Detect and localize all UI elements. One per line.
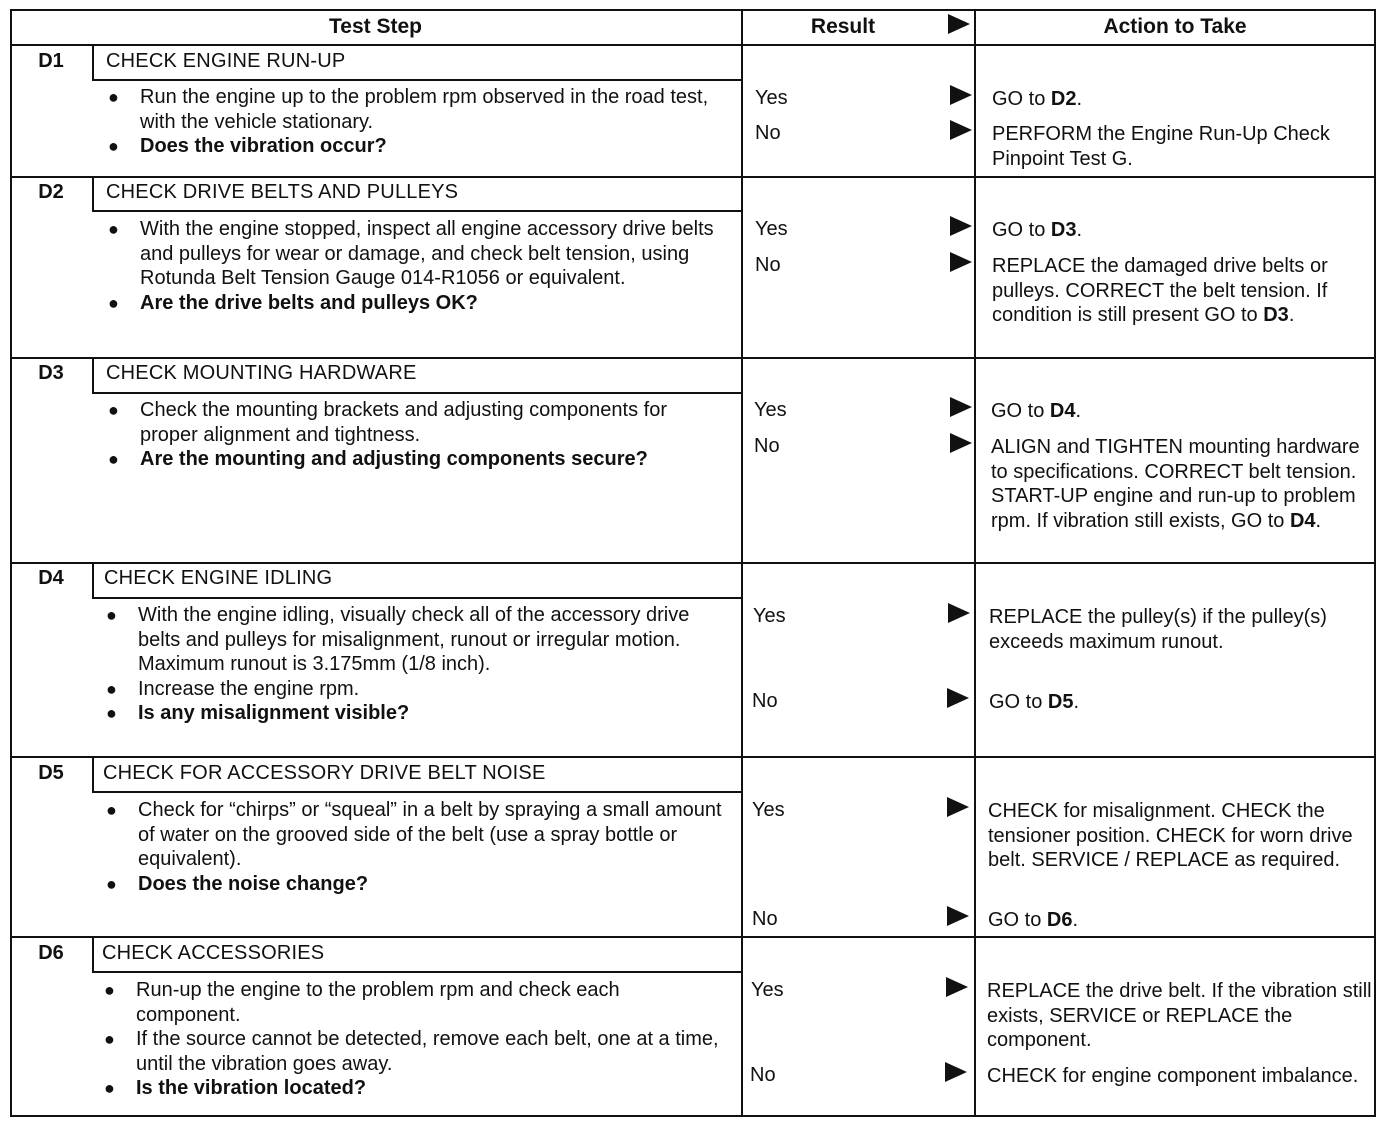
step-id-d4: D4 xyxy=(38,567,64,589)
header-result: Result xyxy=(810,15,876,38)
arrow-icon xyxy=(950,397,972,417)
instruction: Check for “chirps” or “squeal” in a belt by spraying a small amount of water on the grooved side of the belt (use a spray bottle or equivalent). xyxy=(138,799,722,870)
arrow-icon xyxy=(950,120,972,140)
result-no: No xyxy=(755,254,781,276)
step-title-d5: CHECK FOR ACCESSORY DRIVE BELT NOISE xyxy=(103,762,546,784)
bullet-icon: ● xyxy=(106,873,117,894)
step-instructions-d4 xyxy=(102,603,724,726)
arrow-icon xyxy=(946,977,968,997)
action-yes-d4: REPLACE the pulley(s) if the pulley(s) exceeds maximum runout. xyxy=(989,606,1327,653)
result-no: No xyxy=(754,435,780,457)
action-no-d6: CHECK for engine component imbalance. xyxy=(987,1065,1359,1087)
step-id-d2: D2 xyxy=(38,181,64,203)
question: Is any misalignment visible? xyxy=(138,702,410,724)
step-title-d4: CHECK ENGINE IDLING xyxy=(104,567,333,589)
result-no: No xyxy=(752,908,778,930)
bullet-icon: ● xyxy=(108,292,119,313)
step-id-d1: D1 xyxy=(38,50,64,72)
action-no-d2: REPLACE the damaged drive belts or pulleys. CORRECT the belt tension. If condition is still present GO to D3. xyxy=(992,255,1328,326)
result-yes: Yes xyxy=(753,605,786,627)
header-test-step: Test Step xyxy=(329,15,422,38)
action-no-d1: PERFORM the Engine Run-Up Check Pinpoint Test G. xyxy=(992,123,1330,170)
action-no-d4: GO to D5. xyxy=(989,691,1080,713)
result-yes: Yes xyxy=(752,799,785,821)
result-no: No xyxy=(752,690,778,712)
result-yes: Yes xyxy=(751,979,784,1001)
question: Does the vibration occur? xyxy=(140,135,387,157)
instruction: If the source cannot be detected, remove each belt, one at a time, until the vibration goes away. xyxy=(136,1028,719,1075)
step-instructions-d1 xyxy=(104,85,724,159)
bullet-icon: ● xyxy=(106,800,117,820)
bullet-icon: ● xyxy=(108,87,119,107)
result-yes: Yes xyxy=(754,399,787,421)
bullet-icon: ● xyxy=(106,678,117,699)
header-arrow-icon xyxy=(948,14,970,34)
arrow-icon xyxy=(947,906,969,926)
arrow-icon xyxy=(950,433,972,453)
action-yes-d2: GO to D3. xyxy=(992,219,1083,241)
action-yes-d3: GO to D4. xyxy=(991,400,1082,422)
bullet-icon: ● xyxy=(104,980,115,1000)
action-no-d3: ALIGN and TIGHTEN mounting hardware to specifications. CORRECT belt tension. START-UP engine and run-up to problem rpm. If vibration still exists, GO to D4. xyxy=(991,436,1360,532)
result-yes: Yes xyxy=(755,87,788,109)
arrow-icon xyxy=(947,688,969,708)
action-no-d5: GO to D6. xyxy=(988,909,1079,931)
result-no: No xyxy=(755,122,781,144)
step-title-d1: CHECK ENGINE RUN-UP xyxy=(106,50,346,72)
step-instructions-d3 xyxy=(104,398,724,472)
step-instructions-d2 xyxy=(104,217,724,315)
step-id-d3: D3 xyxy=(38,362,64,384)
bullet-icon: ● xyxy=(108,449,119,469)
arrow-icon xyxy=(950,85,972,105)
instruction: Increase the engine rpm. xyxy=(138,677,360,700)
bullet-icon: ● xyxy=(108,136,119,156)
question: Does the noise change? xyxy=(138,872,369,895)
step-id-d6: D6 xyxy=(38,942,64,964)
result-yes: Yes xyxy=(755,218,788,240)
arrow-icon xyxy=(950,216,972,236)
step-title-d2: CHECK DRIVE BELTS AND PULLEYS xyxy=(106,181,459,203)
bullet-icon: ● xyxy=(104,1029,115,1049)
arrow-icon xyxy=(950,252,972,272)
action-yes-d1: GO to D2. xyxy=(992,88,1083,110)
instruction: Run the engine up to the problem rpm observed in the road test, with the vehicle stationary. xyxy=(140,86,709,133)
result-no: No xyxy=(750,1064,776,1086)
action-yes-d6: REPLACE the drive belt. If the vibration still exists, SERVICE or REPLACE the component. xyxy=(987,980,1372,1051)
bullet-icon: ● xyxy=(104,1078,115,1098)
arrow-icon xyxy=(948,603,970,623)
question: Are the drive belts and pulleys OK? xyxy=(140,291,478,314)
instruction: Run-up the engine to the problem rpm and check each component. xyxy=(136,979,620,1026)
arrow-icon xyxy=(947,797,969,817)
instruction: With the engine idling, visually check all of the accessory drive belts and pulleys for misalignment, runout or irregular motion. Maximum runout is 3.175mm (1/8 inch). xyxy=(138,604,690,675)
bullet-icon: ● xyxy=(106,703,117,723)
question: Are the mounting and adjusting components secure? xyxy=(140,448,648,470)
bullet-icon: ● xyxy=(108,400,119,420)
diagnostic-table xyxy=(10,9,1376,1117)
instruction: With the engine stopped, inspect all engine accessory drive belts and pulleys for wear or damage, and check belt tension, using Rotunda Belt Tension Gauge 014-R1056 or equivalent. xyxy=(140,218,714,289)
bullet-icon: ● xyxy=(108,219,119,239)
step-instructions-d5 xyxy=(102,798,724,896)
instruction: Check the mounting brackets and adjusting components for proper alignment and tightness. xyxy=(140,399,667,446)
question: Is the vibration located? xyxy=(136,1077,367,1099)
step-title-d3: CHECK MOUNTING HARDWARE xyxy=(106,362,417,384)
arrow-icon xyxy=(945,1062,967,1082)
bullet-icon: ● xyxy=(106,605,117,625)
step-id-d5: D5 xyxy=(38,762,64,784)
header-action: Action to Take xyxy=(1103,15,1247,38)
step-title-d6: CHECK ACCESSORIES xyxy=(102,942,325,964)
action-yes-d5: CHECK for misalignment. CHECK the tensioner position. CHECK for worn drive belt. SERVICE / REPLACE as required. xyxy=(988,800,1353,871)
step-instructions-d6 xyxy=(100,978,724,1101)
